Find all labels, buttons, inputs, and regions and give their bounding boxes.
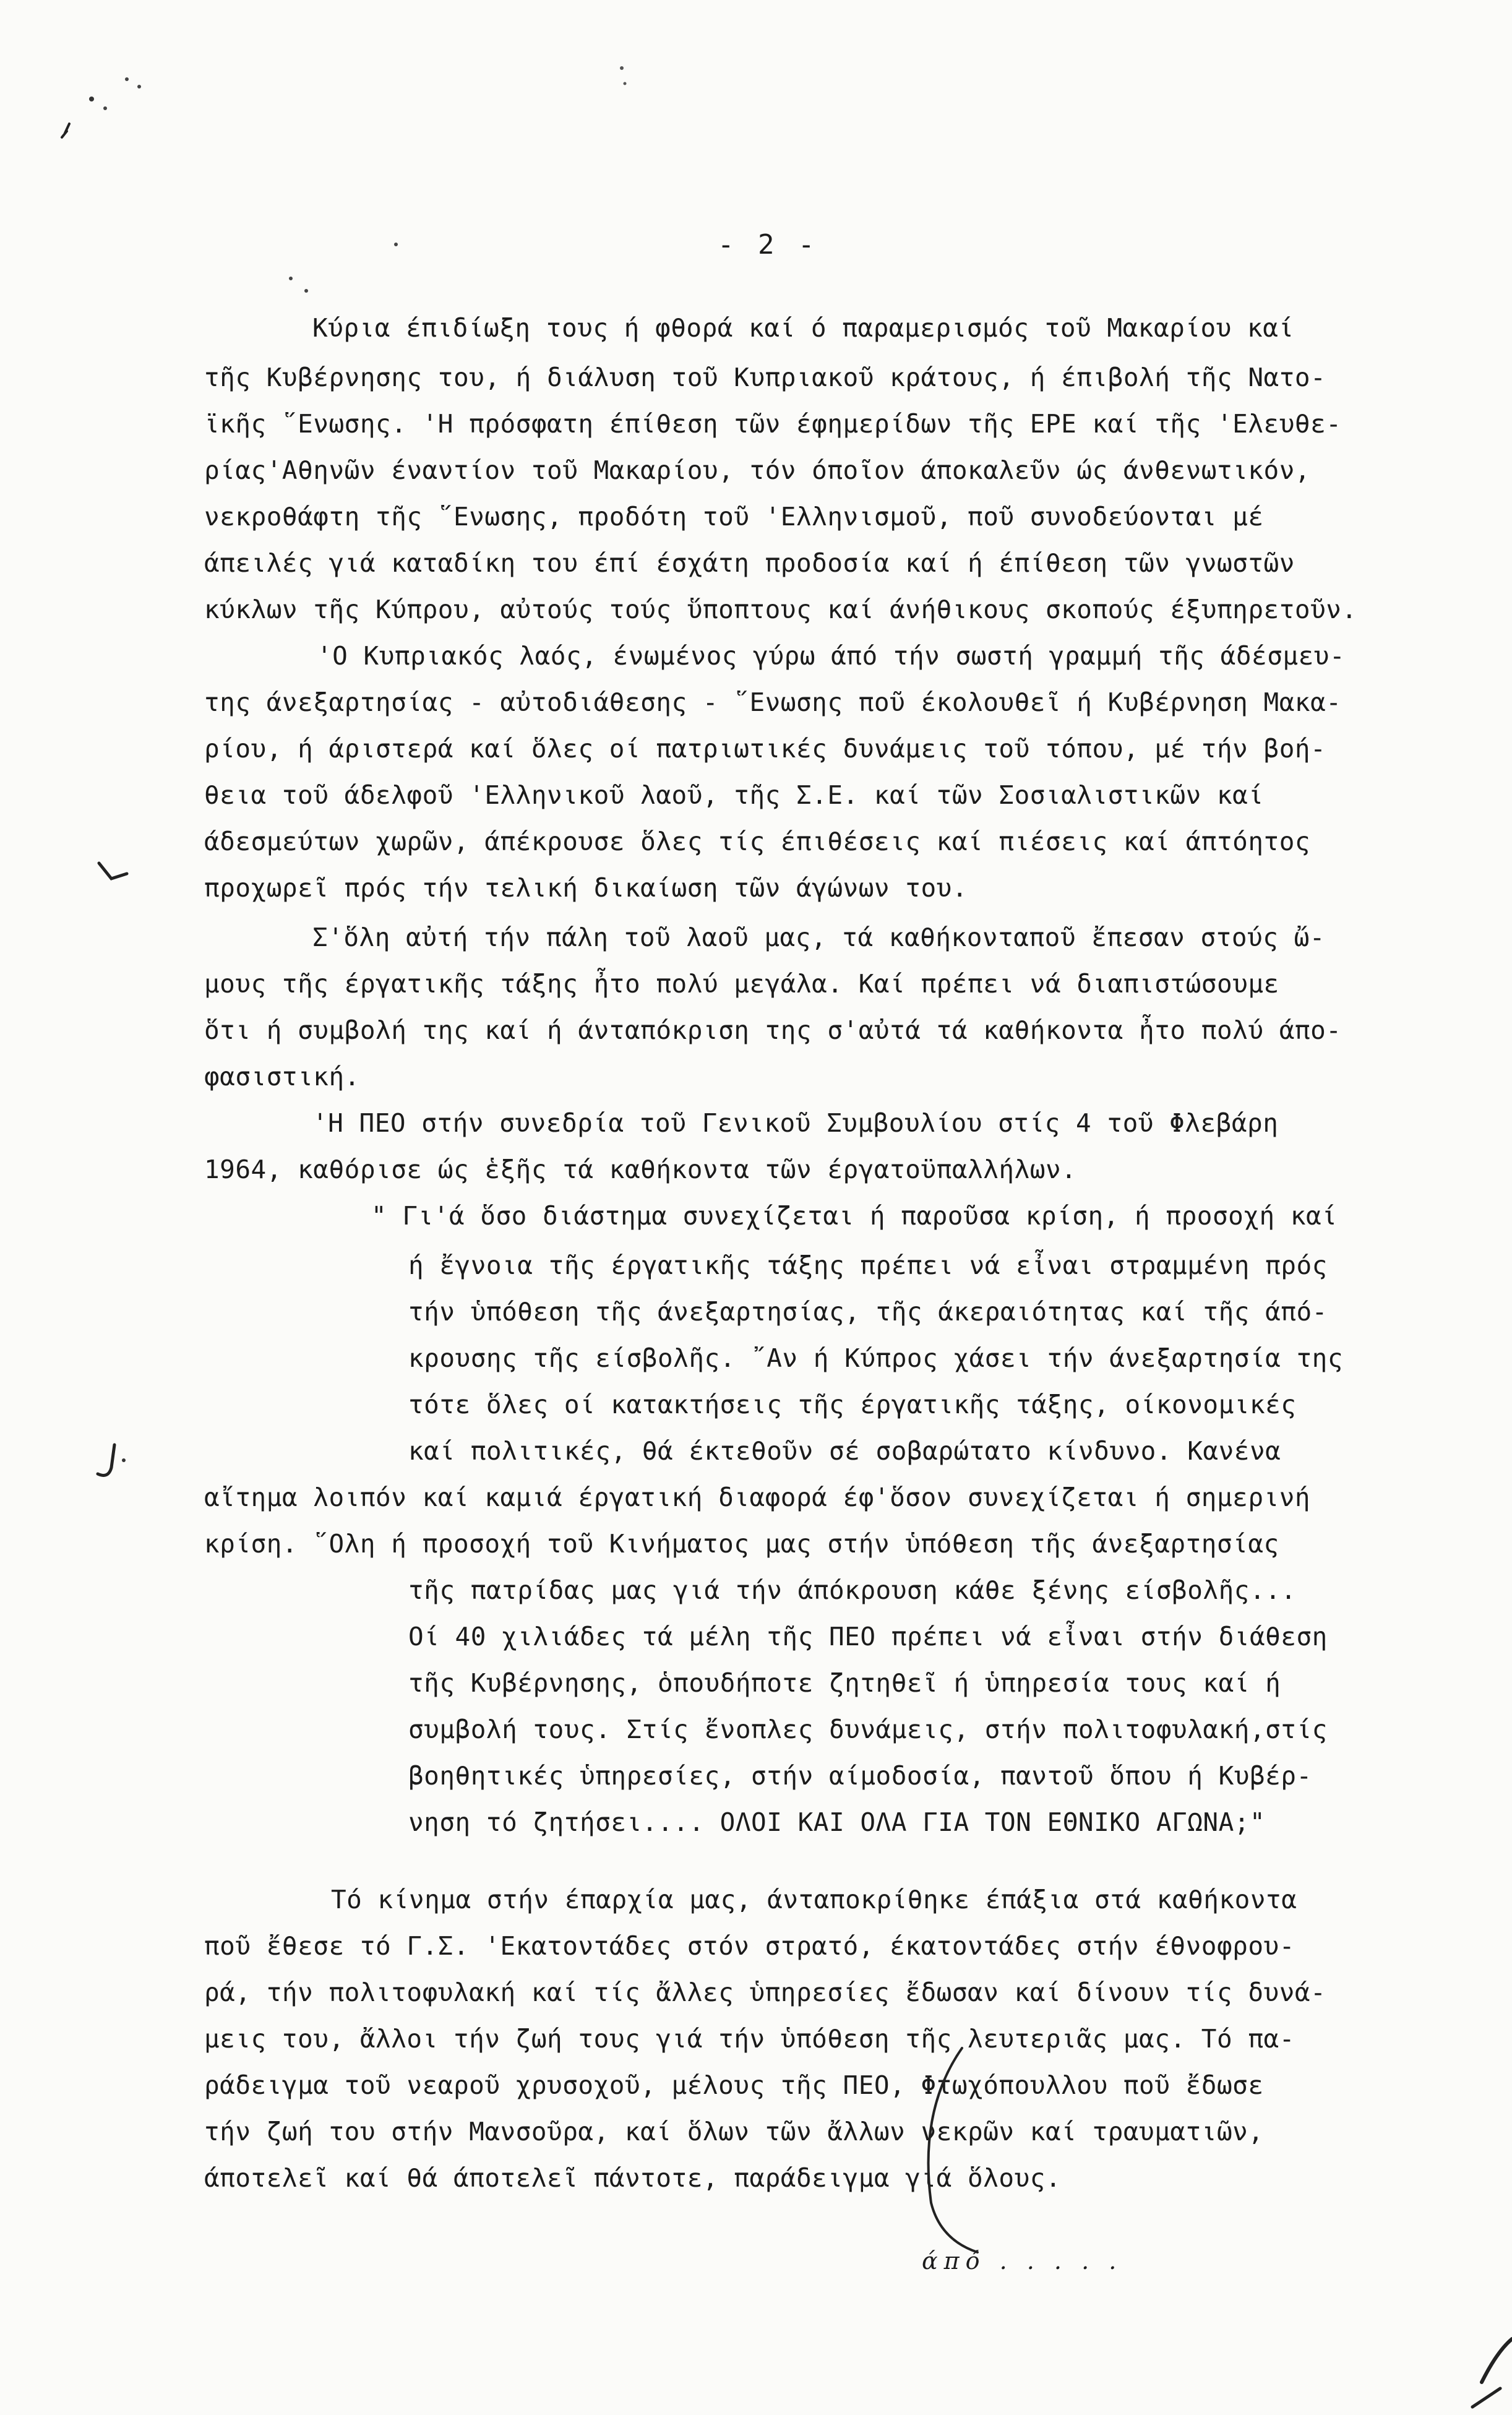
page-number: - 2 - xyxy=(718,229,818,260)
speck-mark xyxy=(394,243,398,246)
quote-line: νηση τό ζητήσει.... ΟΛΟΙ ΚΑΙ ΟΛΑ ΓΙΑ ΤΟΝ ΕΘΝΙΚΟ ΑΓΩΝΑ;" xyxy=(408,1807,1266,1837)
corner-ink-mark xyxy=(1482,2339,1512,2382)
text-line: ϊκῆς ῞Ενωσης. 'Η πρόσφατη έπίθεση τῶν έφημερίδων τῆς ΕΡΕ καί τῆς 'Ελευθε- xyxy=(204,409,1342,439)
text-line: ρά, τήν πολιτοφυλακή καί τίς ἄλλες ὑπηρεσίες ἔδωσαν καί δίνουν τίς δυνά- xyxy=(204,1978,1326,2007)
quote-line: Οί 40 χιλιάδες τά μέλη τῆς ΠΕΟ πρέπει νά εἶναι στήν διάθεση xyxy=(408,1622,1328,1651)
text-line: ποῦ ἔθεσε τό Γ.Σ. 'Εκατοντάδες στόν στρατό, έκατοντάδες στήν έθνοφρου- xyxy=(204,1931,1295,1961)
continuation-mark: άπό . . . . . xyxy=(922,2247,1123,2275)
speck-mark xyxy=(103,106,107,110)
speck-mark xyxy=(137,85,141,88)
text-line: άποτελεῖ καί θά άποτελεῖ πάντοτε, παράδειγμα γιά ὅλους. xyxy=(204,2163,1062,2193)
tick-mark xyxy=(62,124,69,137)
margin-j-mark xyxy=(98,1445,114,1475)
text-line: 'Ο Κυπριακός λαός, ένωμένος γύρω άπό τήν σωστή γραμμή τῆς άδέσμευ- xyxy=(317,641,1346,671)
speck-mark xyxy=(624,82,627,85)
text-line: ρίου, ή άριστερά καί ὅλες οί πατριωτικές δυνάμεις τοῦ τόπου, μέ τήν βοή- xyxy=(204,734,1326,764)
margin-arrow-mark xyxy=(99,863,127,879)
speck-mark xyxy=(125,77,129,81)
text-line: άπειλές γιά καταδίκη του έπί έσχάτη προδοσία καί ή έπίθεση τῶν γνωστῶν xyxy=(204,548,1295,578)
corner-ink-mark xyxy=(1472,2388,1500,2407)
text-line: μους τῆς έργατικῆς τάξης ἦτο πολύ μεγάλα. Καί πρέπει νά διαπιστώσουμε xyxy=(204,969,1279,999)
quote-line: συμβολή τους. Στίς ἔνοπλες δυνάμεις, στήν πολιτοφυλακή,στίς xyxy=(408,1715,1328,1744)
quote-line: τότε ὅλες οί κατακτήσεις τῆς έργατικῆς τάξης, οίκονομικές xyxy=(408,1390,1297,1419)
quote-line: " Γι'ά ὅσο διάστημα συνεχίζεται ή παροῦσα κρίση, ή προσοχή καί xyxy=(371,1201,1338,1231)
quote-line: τῆς Κυβέρνησης, ὁπουδήποτε ζητηθεῖ ή ὑπηρεσία τους καί ή xyxy=(408,1668,1281,1698)
text-line: ὅτι ή συμβολή της καί ή άνταπόκριση της σ'αὐτά τά καθήκοντα ἦτο πολύ άπο- xyxy=(204,1015,1342,1045)
quote-line: αἴτημα λοιπόν καί καμιά έργατική διαφορά έφ'ὅσον συνεχίζεται ή σημερινή xyxy=(204,1483,1311,1512)
text-line: θεια τοῦ άδελφοῦ 'Ελληνικοῦ λαοῦ, τῆς Σ.Ε. καί τῶν Σοσιαλιστικῶν καί xyxy=(204,780,1264,810)
text-line: της άνεξαρτησίας - αὐτοδιάθεσης - ῞Ενωσης ποῦ έκολουθεῖ ή Κυβέρνηση Μακα- xyxy=(204,687,1342,717)
text-line: προχωρεῖ πρός τήν τελική δικαίωση τῶν άγώνων του. xyxy=(204,873,968,903)
quote-line: καί πολιτικές, θά έκτεθοῦν σέ σοβαρώτατο κίνδυνο. Κανένα xyxy=(408,1436,1281,1466)
quote-line: τῆς πατρίδας μας γιά τήν άπόκρουση κάθε ξένης είσβολῆς... xyxy=(408,1575,1297,1605)
text-line: ρίας'Αθηνῶν έναντίον τοῦ Μακαρίου, τόν όποῖον άποκαλεῦν ώς άνθενωτικόν, xyxy=(204,455,1311,485)
text-line: τῆς Κυβέρνησης του, ή διάλυση τοῦ Κυπριακοῦ κράτους, ή έπιβολή τῆς Νατο- xyxy=(204,363,1326,392)
text-line: κύκλων τῆς Κύπρου, αὐτούς τούς ὕποπτους καί άνήθικους σκοπούς έξυπηρετοῦν. xyxy=(204,595,1357,624)
text-line: 1964, καθόρισε ώς ἑξῆς τά καθήκοντα τῶν έργατοϋπαλλήλων. xyxy=(204,1155,1077,1184)
text-line: φασιστική. xyxy=(204,1062,360,1091)
text-line: μεις του, ἄλλοι τήν ζωή τους γιά τήν ὑπόθεση τῆς λευτεριᾶς μας. Τό πα- xyxy=(204,2024,1295,2054)
text-line: Κύρια έπιδίωξη τους ή φθορά καί ό παραμερισμός τοῦ Μακαρίου καί xyxy=(312,313,1294,343)
text-line: άδεσμεύτων χωρῶν, άπέκρουσε ὅλες τίς έπιθέσεις καί πιέσεις καί άπτόητος xyxy=(204,827,1311,856)
text-line: Σ'ὅλη αὐτή τήν πάλη τοῦ λαοῦ μας, τά καθήκονταποῦ ἔπεσαν στούς ὤ- xyxy=(312,923,1325,952)
speck-mark xyxy=(304,289,308,293)
text-line: τήν ζωή του στήν Μανσοῦρα, καί ὅλων τῶν ἄλλων νεκρῶν καί τραυματιῶν, xyxy=(204,2117,1264,2146)
handwritten-bracket xyxy=(929,2048,977,2252)
text-line: νεκροθάφτη τῆς ῞Ενωσης, προδότη τοῦ 'Ελληνισμοῦ, ποῦ συνοδεύονται μέ xyxy=(204,502,1264,532)
speck-mark xyxy=(89,97,94,101)
quote-line: κρίση. ῞Ολη ή προσοχή τοῦ Κινήματος μας στήν ὑπόθεση τῆς άνεξαρτησίας xyxy=(204,1529,1279,1559)
quote-line: κρουσης τῆς είσβολῆς. ῎Αν ή Κύπρος χάσει τήν άνεξαρτησία της xyxy=(408,1343,1344,1373)
speck-mark xyxy=(620,66,624,70)
speck-mark xyxy=(122,1458,126,1462)
quote-line: ή ἔγνοια τῆς έργατικῆς τάξης πρέπει νά εἶναι στραμμένη πρός xyxy=(408,1251,1328,1280)
quote-line: τήν ὑπόθεση τῆς άνεξαρτησίας, τῆς άκεραιότητας καί τῆς άπό- xyxy=(408,1297,1328,1327)
text-line: 'Η ΠΕΟ στήν συνεδρία τοῦ Γενικοῦ Συμβουλίου στίς 4 τοῦ Φλεβάρη xyxy=(312,1108,1279,1138)
quote-line: βοηθητικές ὑπηρεσίες, στήν αίμοδοσία, παντοῦ ὅπου ή Κυβέρ- xyxy=(408,1761,1312,1791)
speck-mark xyxy=(289,277,293,280)
text-line: ράδειγμα τοῦ νεαροῦ χρυσοχοῦ, μέλους τῆς ΠΕΟ, Φτωχόπουλλου ποῦ ἔδωσε xyxy=(204,2070,1264,2100)
text-line: Τό κίνημα στήν έπαρχία μας, άνταποκρίθηκε έπάξια στά καθήκοντα xyxy=(331,1885,1297,1914)
